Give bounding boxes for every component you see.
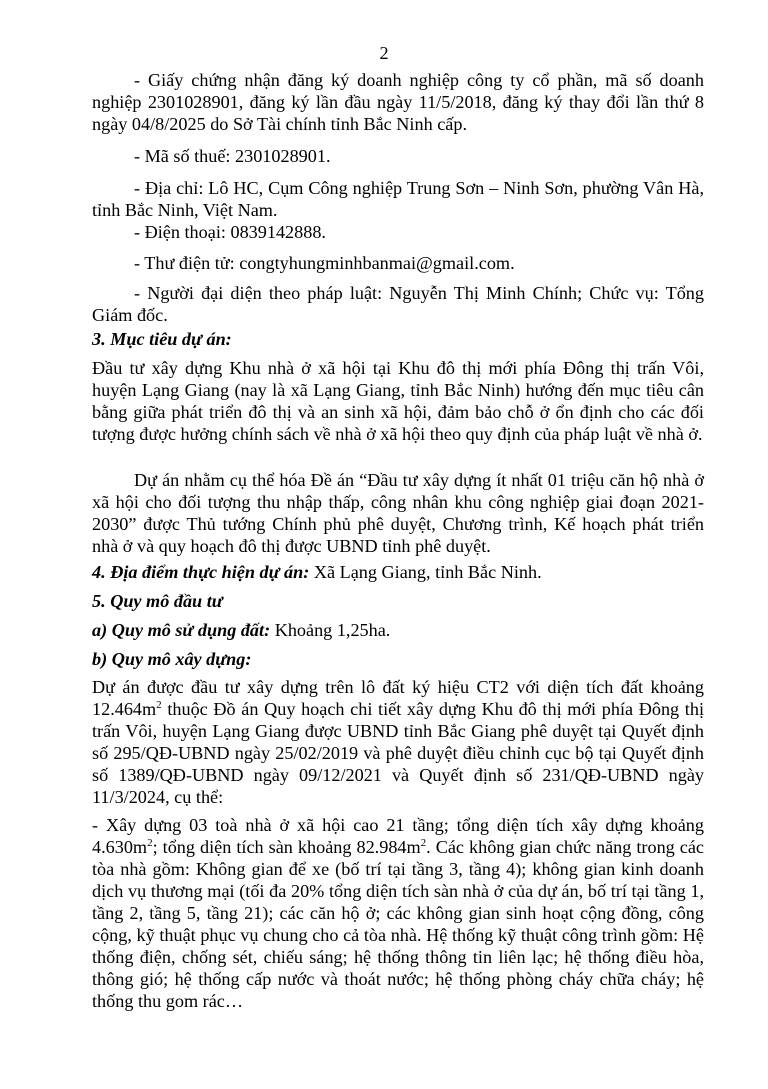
- section-5b-para-1: [92, 676, 704, 808]
- email: - Thư điện tử: congtyhungminhbanmai@gmail.com.: [134, 253, 515, 273]
- section-3-para-2: Dự án nhằm cụ thể hóa Đề án “Đầu tư xây dựng ít nhất 01 triệu căn hộ nhà ở xã hội cho đối tượng thu nhập thấp, công nhân khu công nghiệp giai đoạn 2021-2030” được Thủ tướng Chính phủ phê duyệt, Chương trình, Kế hoạch phát triển nhà ở và quy hoạch đô thị được UBND tỉnh phê duyệt.: [92, 470, 704, 556]
- section-5a: [92, 619, 704, 641]
- text-run: . Các không gian chức năng trong các tòa nhà gồm: Không gian để xe (bố trí tại tầng 3, tầng 4); không gian kinh doanh dịch vụ thương mại (tối đa 20% tổng diện tích sàn nhà ở của dự án, bố trí tại tầng 1, tầng 2, tầng 5, tầng 21); các căn hộ ở; các không gian sinh hoạt cộng đồng, công cộng, kỹ thuật phục vụ chung cho cả tòa nhà. Hệ thống kỹ thuật công trình gồm: Hệ thống điện, chống sét, chiếu sáng; hệ thống thông tin liên lạc; hệ thống điều hòa, thông gió; hệ thống cấp nước và thoát nước; hệ thống phòng cháy chữa cháy; hệ thống thu gom rác…: [92, 837, 704, 1011]
- section-5a-text: Khoảng 1,25ha.: [270, 620, 391, 640]
- text-run: thuộc Đồ án Quy hoạch chi tiết xây dựng Khu đô thị mới phía Đông thị trấn Vôi, huyện Lạng Giang được UBND tỉnh Bắc Giang phê duyệt tại Quyết định số 295/QĐ-UBND ngày 25/02/2019 và phê duyệt điều chỉnh cục bộ tại Quyết định số 1389/QĐ-UBND ngày 09/12/2021 và Quyết định số 231/QĐ-UBND ngày 11/3/2024, cụ thể:: [92, 699, 704, 807]
- superscript: 2: [420, 836, 427, 849]
- superscript: 2: [156, 698, 162, 711]
- page-number: 2: [379, 43, 389, 63]
- section-3-heading: 3. Mục tiêu dự án:: [92, 329, 232, 349]
- section-3-para-1: Đầu tư xây dựng Khu nhà ở xã hội tại Khu đô thị mới phía Đông thị trấn Vôi, huyện Lạng Giang (nay là xã Lạng Giang, tỉnh Bắc Ninh) hướng đến mục tiêu cân bằng giữa phát triển đô thị và an sinh xã hội, đảm bảo chỗ ở ổn định cho các đối tượng được hưởng chính sách về nhà ở xã hội theo quy định của pháp luật về nhà ở.: [92, 358, 704, 444]
- section-4: [92, 561, 704, 583]
- section-5-heading: 5. Quy mô đầu tư: [92, 591, 223, 611]
- tax-code: - Mã số thuế: 2301028901.: [134, 146, 331, 166]
- section-5a-heading: a) Quy mô sử dụng đất:: [92, 620, 271, 640]
- address: - Địa chỉ: Lô HC, Cụm Công nghiệp Trung Sơn – Ninh Sơn, phường Vân Hà, tỉnh Bắc Ninh, Việt Nam.: [92, 178, 704, 220]
- section-5b-para-2: [92, 814, 704, 1012]
- section-4-heading: 4. Địa điểm thực hiện dự án:: [92, 562, 310, 582]
- superscript: 2: [147, 836, 153, 849]
- phone: - Điện thoại: 0839142888.: [134, 222, 326, 242]
- registration-info: - Giấy chứng nhận đăng ký doanh nghiệp công ty cổ phần, mã số doanh nghiệp 2301028901, đăng ký lần đầu ngày 11/5/2018, đăng ký thay đổi lần thứ 8 ngày 04/8/2025 do Sở Tài chính tỉnh Bắc Ninh cấp.: [92, 70, 704, 134]
- text-run: ; tổng diện tích sàn khoảng 82.984m: [152, 837, 421, 857]
- section-5b-heading: b) Quy mô xây dựng:: [92, 649, 252, 669]
- section-4-text: Xã Lạng Giang, tỉnh Bắc Ninh.: [309, 562, 542, 582]
- text-run: - Xây dựng 03 toà nhà ở xã hội cao 21 tầng; tổng diện tích xây dựng khoảng 4.630m: [92, 815, 704, 857]
- text-run: Dự án được đầu tư xây dựng trên lô đất ký hiệu CT2 với diện tích đất khoảng 12.464m: [92, 677, 704, 719]
- legal-representative: - Người đại diện theo pháp luật: Nguyễn Thị Minh Chính; Chức vụ: Tổng Giám đốc.: [92, 283, 704, 325]
